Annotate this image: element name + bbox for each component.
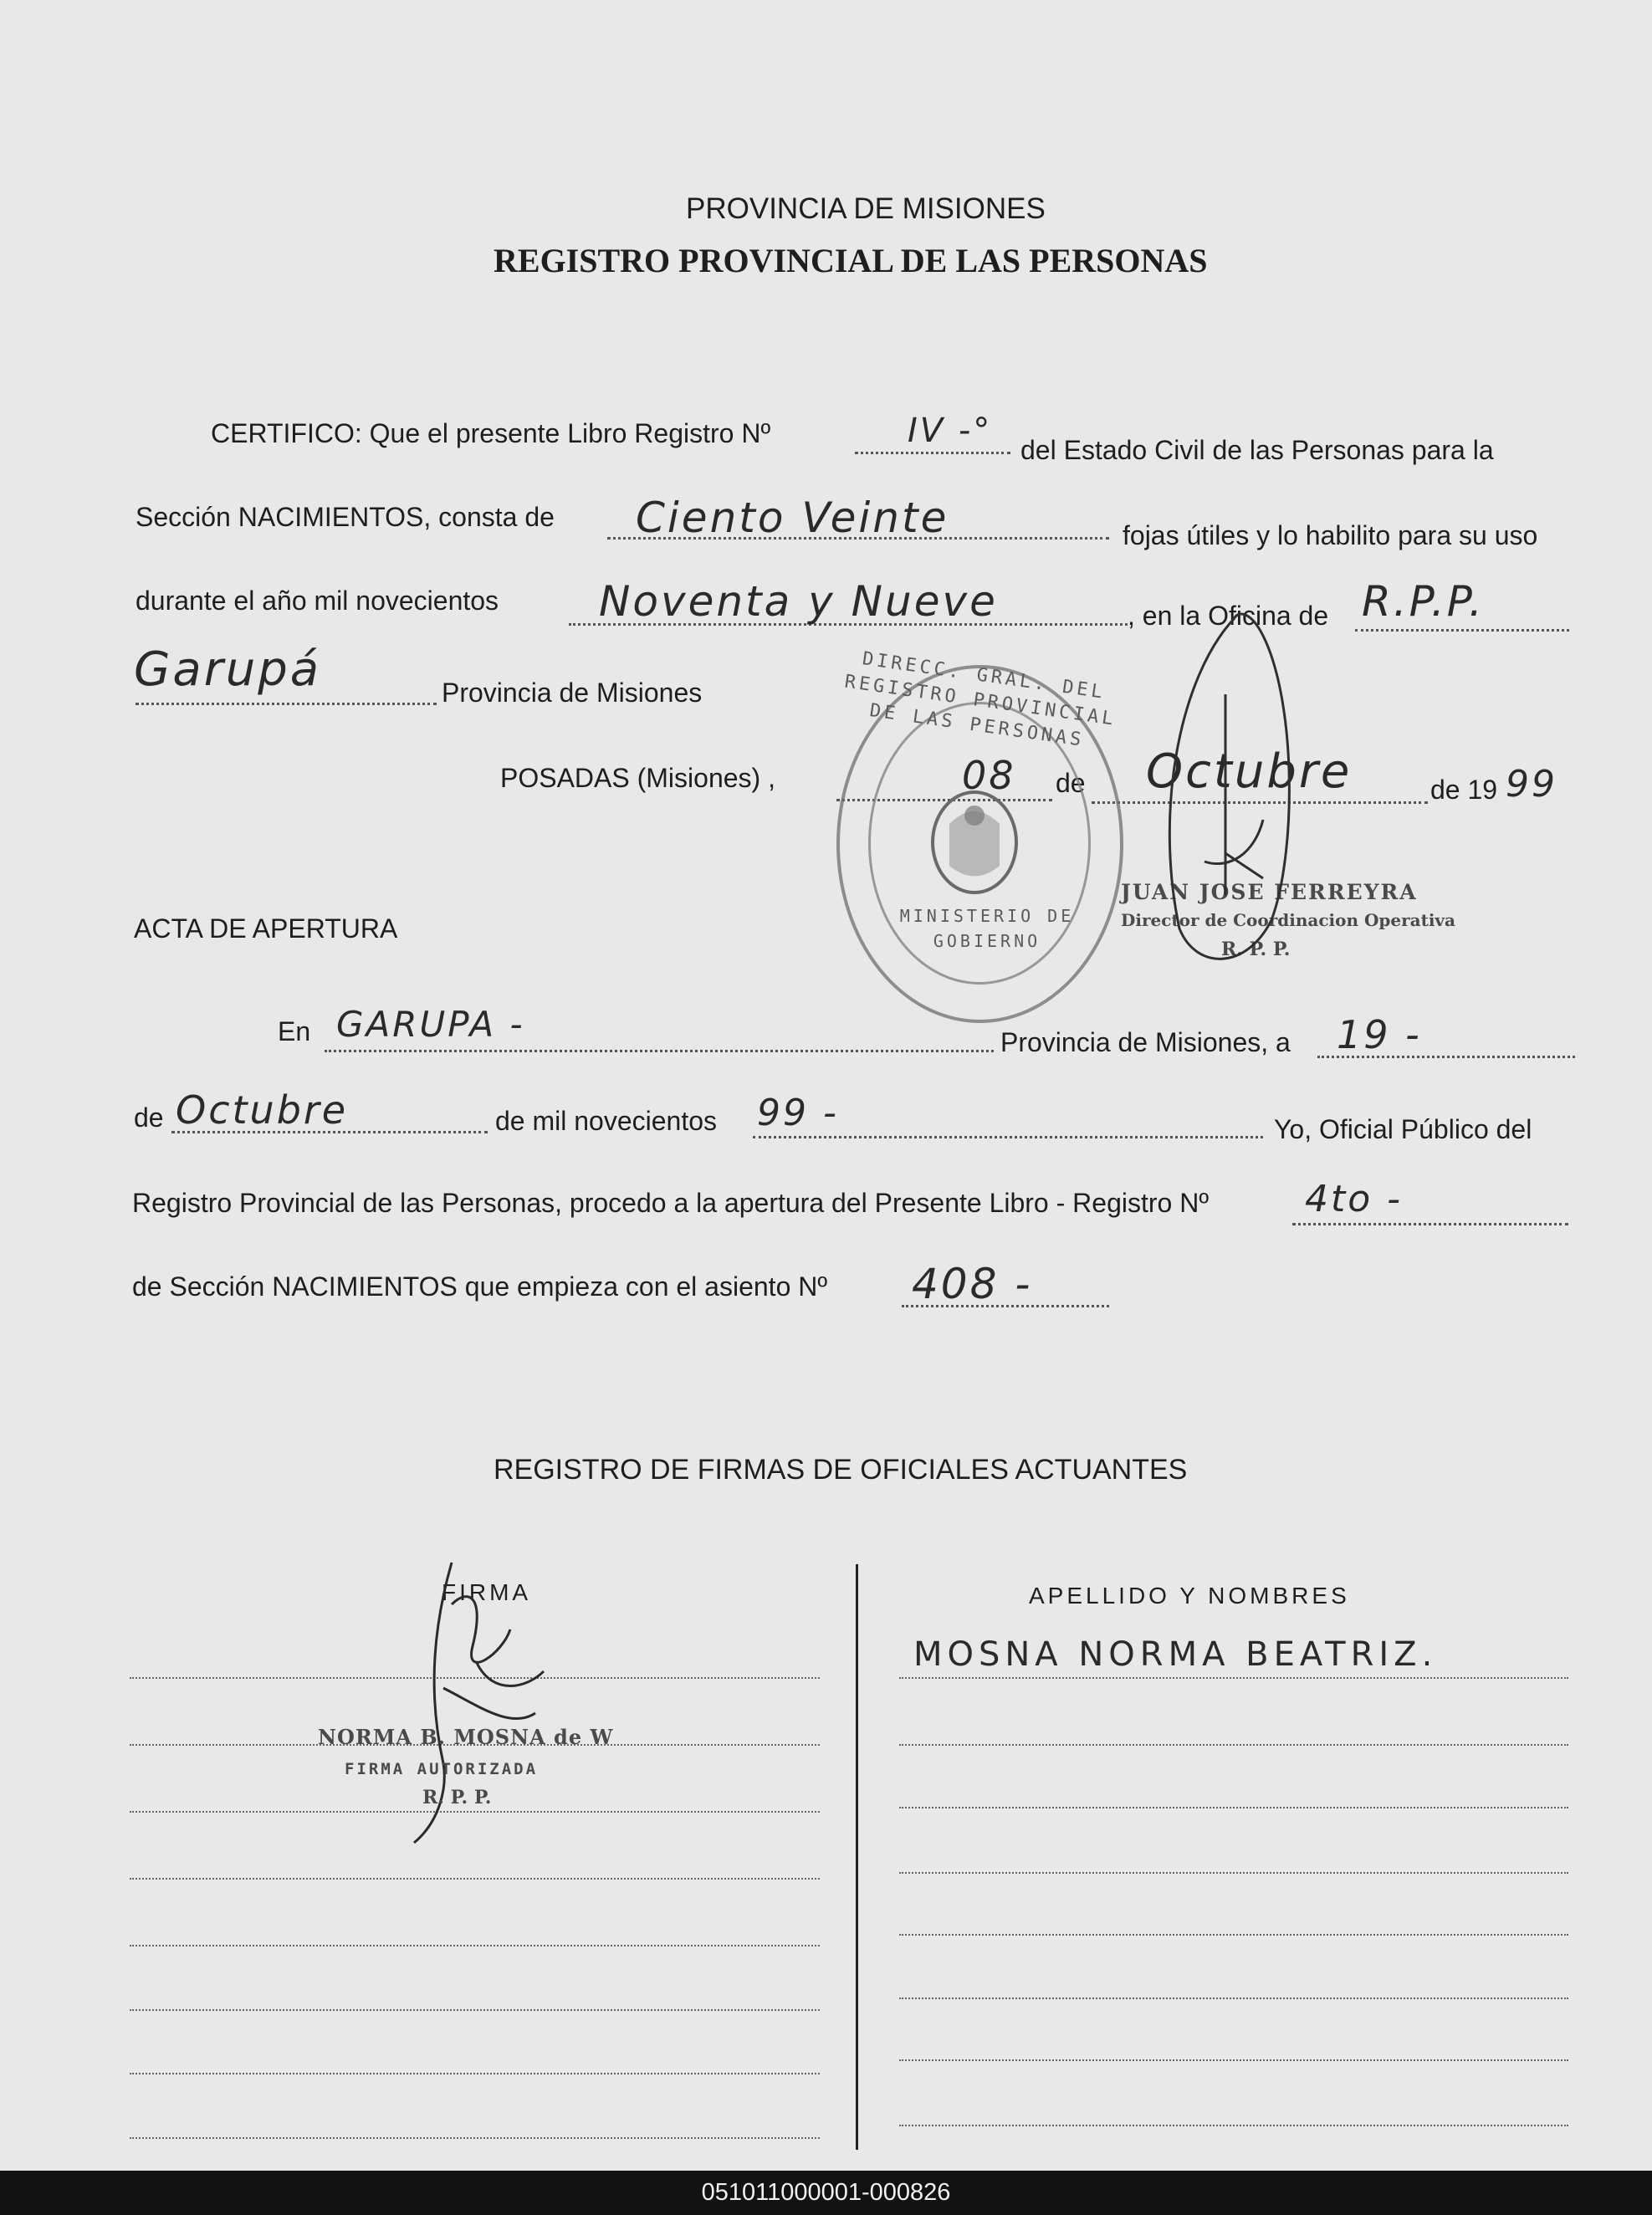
oficina-blank [1355,629,1569,632]
acta-l3-text: Registro Provincial de las Personas, procedo a la apertura del Presente Libro - Registro Nº [132,1188,1209,1218]
official-stamp-title: FIRMA AUTORIZADA [345,1760,539,1778]
acta-l4-text: de Sección NACIMIENTOS que empieza con el asiento Nº [132,1271,828,1302]
libro-number-blank [855,452,1010,454]
acta-dia-handwritten: 19 - [1337,1012,1422,1057]
ministry-stamp-inner-text: MINISTERIO DE GOBIERNO [899,906,1075,951]
official-name-handwritten: MOSNA NORMA BEATRIZ. [913,1635,1438,1674]
nombre-line-7 [899,2059,1568,2061]
firma-line-4 [130,1878,820,1880]
acta-l1-en: En [278,1016,311,1046]
cert-line2-text: Sección NACIMIENTOS, consta de [136,502,555,532]
nombre-line-1 [899,1677,1568,1679]
anio-handwritten: Noventa y Nueve [599,577,998,626]
acta-asiento-handwritten: 408 - [912,1260,1033,1308]
acta-l2-text-end: Yo, Oficial Público del [1274,1114,1532,1144]
oficina-handwritten: R.P.P. [1362,577,1485,626]
cert-line5-de: de [1056,768,1086,798]
firma-line-5 [130,1945,820,1946]
acta-libro-handwritten: 4to - [1305,1178,1404,1220]
director-stamp-title: Director de Coordinacion Operativa [1121,910,1456,930]
cert-line4-text: Provincia de Misiones [442,678,703,708]
lugar-handwritten: Garupá [134,642,322,697]
nombre-line-2 [899,1744,1568,1746]
nombre-line-3 [899,1807,1568,1808]
cert-line1-text: CERTIFICO: Que el presente Libro Registro Nº [211,418,771,448]
coat-of-arms-emblem [916,782,1033,899]
firma-column-header: FIRMA [442,1579,532,1605]
official-stamp-name: NORMA B. MOSNA de W [318,1725,614,1749]
province-heading: PROVINCIA DE MISIONES [686,192,1046,225]
fojas-handwritten: Ciento Veinte [636,494,949,542]
firma-line-7 [130,2073,820,2074]
acta-l2-text: de mil novecientos [495,1106,718,1136]
nombre-line-8 [899,2125,1568,2126]
acta-lugar-blank [325,1050,994,1052]
cert-line5-year: de 19 [1430,775,1498,805]
ministry-stamp-outer-text: DIRECC. GRAL. DEL REGISTRO PROVINCIAL DE LAS PERSONAS [843,648,1118,751]
acta-lugar-handwritten: GARUPA - [336,1004,525,1045]
acta-l1-text: Provincia de Misiones, a [1000,1027,1291,1057]
mes-handwritten: Octubre [1146,744,1353,799]
firma-line-6 [130,2009,820,2011]
registry-heading: REGISTRO PROVINCIAL DE LAS PERSONAS [494,242,1208,279]
firmas-title: REGISTRO DE FIRMAS DE OFICIALES ACTUANTES [494,1454,1188,1486]
cert-line5-text: POSADAS (Misiones) , [500,763,775,793]
official-stamp-org: R. P. P. [422,1787,492,1808]
nombres-column-header: APELLIDO Y NOMBRES [1029,1583,1350,1609]
acta-libro-blank [1292,1223,1568,1225]
document-id-bar: 051011000001-000826 [0,2171,1652,2215]
director-stamp-org: R. P. P. [1221,939,1291,960]
acta-l2-de: de [134,1102,164,1133]
firmas-column-divider [856,1564,858,2150]
nombre-line-4 [899,1872,1568,1874]
firma-line-8 [130,2137,820,2139]
acta-title: ACTA DE APERTURA [134,913,398,944]
director-signature [1146,602,1313,987]
cert-line2-text-end: fojas útiles y lo habilito para su uso [1123,520,1538,550]
year-handwritten: 99 [1506,763,1557,806]
nombre-line-5 [899,1934,1568,1936]
lugar-blank [136,703,437,705]
acta-mes-handwritten: Octubre [176,1087,349,1133]
cert-line3-text: durante el año mil novecientos [136,586,499,616]
acta-anio-blank [753,1136,1263,1138]
acta-anio-handwritten: 99 - [757,1092,839,1134]
cert-line3-text-end: , en la Oficina de [1128,601,1329,631]
cert-line1-text-end: del Estado Civil de las Personas para la [1020,435,1494,465]
dia-handwritten: 08 [962,753,1016,798]
nombre-line-6 [899,1998,1568,1999]
director-stamp-name: JUAN JOSE FERREYRA [1121,880,1418,904]
libro-number-handwritten: IV -° [908,412,993,450]
